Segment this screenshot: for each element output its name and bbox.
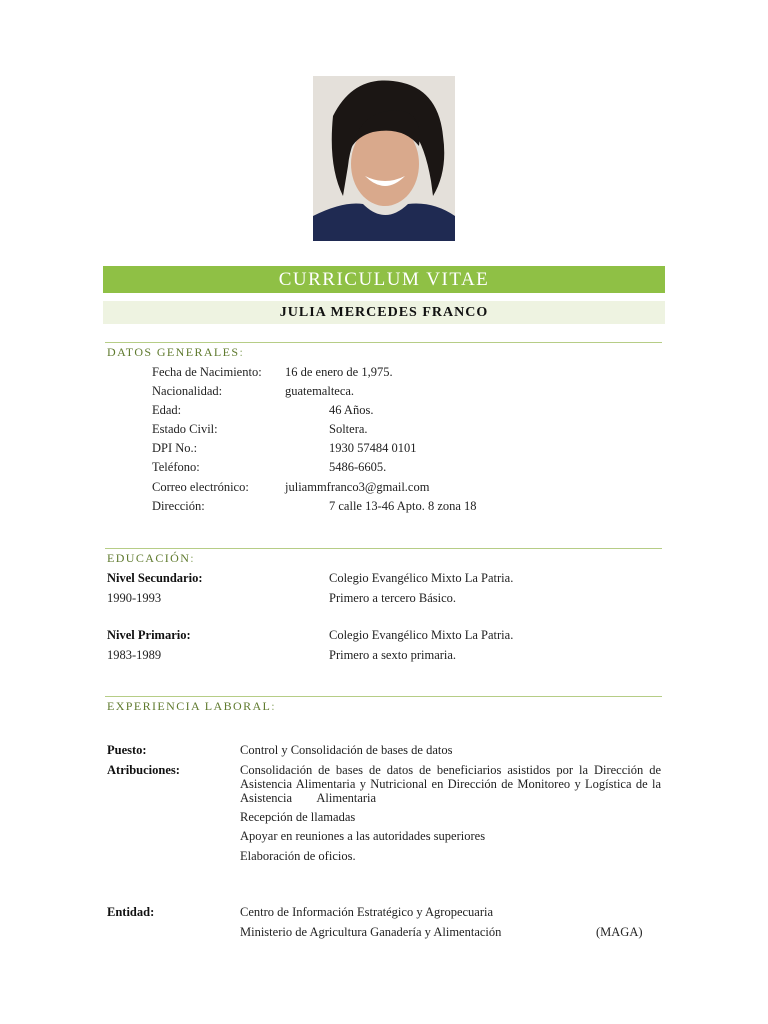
general-label-address: Dirección: [152, 499, 205, 513]
education-detail-primary: Primero a sexto primaria. [329, 648, 457, 662]
general-label-nationality: Nacionalidad: [152, 384, 223, 398]
general-value-civil-status: Soltera. [329, 422, 368, 436]
experience-entity-line2: Ministerio de Agricultura Ganadería y Alimentación [240, 925, 502, 939]
general-value-age: 46 Años. [329, 403, 374, 417]
experience-duty-item: Elaboración de oficios. [240, 849, 356, 863]
education-school-secondary: Colegio Evangélico Mixto La Patria. [329, 571, 514, 585]
general-label-civil-status: Estado Civil: [152, 422, 218, 436]
experience-position-value: Control y Consolidación de bases de datos [240, 743, 453, 757]
general-value-dpi: 1930 57484 0101 [329, 441, 417, 455]
general-value-email: juliammfranco3@gmail.com [285, 480, 430, 494]
general-label-email: Correo electrónico: [152, 480, 249, 494]
section-heading-experience: EXPERIENCIA LABORAL: [107, 699, 277, 713]
general-label-birthdate: Fecha de Nacimiento: [152, 365, 262, 379]
cv-title-banner: CURRICULUM VITAE [103, 266, 665, 293]
section-divider [105, 696, 662, 697]
section-divider [105, 548, 662, 549]
experience-duty-item: Apoyar en reuniones a las autoridades superiores [240, 829, 486, 843]
experience-duty-item: Consolidación de bases de datos de beneficiarios asistidos por la Dirección de Asistencia Alimentaria y Nutricional en Dirección de Monitoreo y Logística de la Asistencia Alimentaria [240, 763, 664, 805]
experience-entity-line1: Centro de Información Estratégico y Agropecuaria [240, 905, 494, 919]
education-years-secondary: 1990-1993 [107, 591, 162, 605]
experience-duty-item: Recepción de llamadas [240, 810, 356, 824]
profile-photo [313, 76, 455, 241]
general-value-address: 7 calle 13-46 Apto. 8 zona 18 [329, 499, 477, 513]
education-detail-secondary: Primero a tercero Básico. [329, 591, 457, 605]
education-school-primary: Colegio Evangélico Mixto La Patria. [329, 628, 514, 642]
experience-duties-label: Atribuciones: [107, 763, 180, 777]
general-label-phone: Teléfono: [152, 460, 200, 474]
education-level-primary: Nivel Primario: [107, 628, 191, 642]
section-heading-general: DATOS GENERALES: [107, 345, 245, 359]
general-value-phone: 5486-6605. [329, 460, 387, 474]
full-name-banner: JULIA MERCEDES FRANCO [103, 301, 665, 324]
experience-position-label: Puesto: [107, 743, 147, 757]
general-value-birthdate: 16 de enero de 1,975. [285, 365, 393, 379]
general-label-age: Edad: [152, 403, 182, 417]
general-value-nationality: guatemalteca. [285, 384, 355, 398]
general-label-dpi: DPI No.: [152, 441, 198, 455]
section-divider [105, 342, 662, 343]
education-level-secondary: Nivel Secundario: [107, 571, 203, 585]
experience-entity-label: Entidad: [107, 905, 155, 919]
section-heading-education: EDUCACIÓN: [107, 551, 195, 565]
education-years-primary: 1983-1989 [107, 648, 162, 662]
experience-entity-abbreviation: (MAGA) [596, 925, 643, 939]
